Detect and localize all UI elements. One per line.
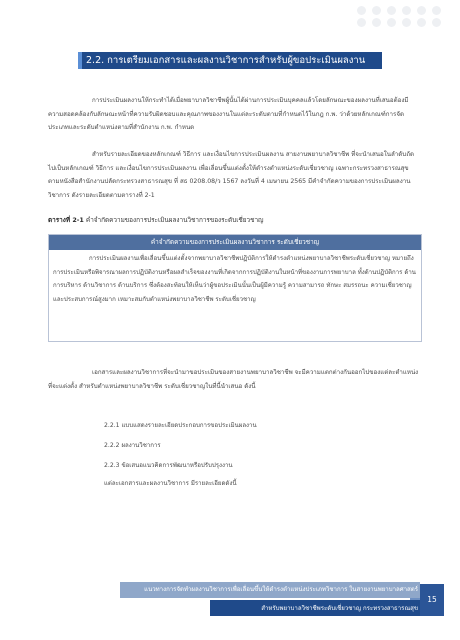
table-caption (48, 214, 263, 226)
table-caption-text: คำจำกัดความของการประเมินผลงานวิชาการของระดับเชี่ยวชาญ (85, 216, 264, 224)
footer-subtitle: สำหรับพยาบาลวิชาชีพระดับเชี่ยวชาญ กระทรวงสาธารณสุข (261, 605, 418, 612)
dot-icon (402, 6, 411, 15)
dot-icon (372, 6, 381, 15)
dot-icon (417, 18, 426, 27)
dot-icon (372, 18, 381, 27)
section-title: 2.2. การเตรียมเอกสารและผลงานวิชาการสำหรับผู้ขอประเมินผลงาน (86, 55, 366, 66)
paragraph-intro: การประเมินผลงานให้กระทำได้เมื่อพยาบาลวิชาชีพผู้นั้นได้ผ่านการประเมินบุคคลแล้วโดยลักษณะของผลงานที่เสนอต้องมีความสอดคล้องกับลักษณะหน้าที่ความรับผิดชอบและคุณภาพของงานในแต่ละระดับตามที่กำหนดไว้ในกฎ ก.พ. ว่าด้วยหลักเกณฑ์การจัดประเภทและระดับตำแหน่งตามที่สำนักงาน ก.พ. กำหนด (48, 97, 409, 131)
list-item: 2.2.2 ผลงานวิชาการ (104, 442, 161, 449)
decorative-dots (357, 6, 444, 27)
definition-table-body: การประเมินผลงานเพื่อเลื่อนขึ้นแต่งตั้งจากพยาบาลวิชาชีพปฏิบัติการให้ดำรงตำแหน่งพยาบาลวิชาชีพระดับเชี่ยวชาญ หมายถึง การประเมินหรือพิจารณาผลการปฏิบัติงานหรือผลสำเร็จของงานที่เกิดจากการปฏิบัติงานในหน้าที่ของงานการพยาบาล ทั้งด้านปฏิบัติการ ด้านการบริหาร ด้านวิชาการ ด้านบริการ ซึ่งต้องสะท้อนให้เห็นว่าผู้ขอประเมินนั้นเป็นผู้มีความรู้ ความสามารถ ทักษะ สมรรถนะ ความเชี่ยวชาญและประสบการณ์สูงมาก เหมาะสมกับตำแหน่งพยาบาลวิชาชีพ ระดับเชี่ยวชาญ (53, 255, 416, 303)
dot-icon (357, 18, 366, 27)
dot-icon (387, 6, 396, 15)
dot-icon (432, 6, 441, 15)
list-item: 2.2.1 แบบแสดงรายละเอียดประกอบการขอประเมินผลงาน (104, 422, 257, 429)
table-label: ตารางที่ 2-1 (48, 216, 84, 224)
list-item: 2.2.3 ข้อเสนอแนวคิดการพัฒนาหรือปรับปรุงงาน (104, 462, 233, 469)
page-number: 15 (427, 595, 437, 604)
dot-icon (387, 18, 396, 27)
paragraph-documents: เอกสารและผลงานวิชาการที่จะนำมาขอประเมินของสายงานพยาบาลวิชาชีพ จะมีความแตกต่างกันออกไปของแต่ละตำแหน่งที่จะแต่งตั้ง สำหรับตำแหน่งพยาบาลวิชาชีพ ระดับเชี่ยวชาญในที่นี้นำเสนอ ดังนี้ (48, 369, 419, 390)
paragraph-criteria: สำหรับรายละเอียดของหลักเกณฑ์ วิธีการ และเงื่อนไขการประเมินผลงาน สายงานพยาบาลวิชาชีพ ที่จะนำเสนอในลำดับถัดไปเป็นหลักเกณฑ์ วิธีการ และเงื่อนไขการประเมินผลงาน เพื่อเลื่อนขึ้นแต่งตั้งให้ดำรงตำแหน่งระดับเชี่ยวชาญ เฉพาะกระทรวงสาธารณสุข ตามหนังสือสำนักงานปลัดกระทรวงสาธารณสุข ที่ สธ 0208.08/ว 1567 ลงวันที่ 4 เมษายน 2565 มีคำจำกัดความของการประเมินผลงานวิชาการ ดังรายละเอียดตามตารางที่ 2-1 (48, 151, 414, 199)
dot-icon (357, 6, 366, 15)
definition-table (48, 234, 422, 342)
list-item: แต่ละเอกสารและผลงานวิชาการ มีรายละเอียดดังนี้ (104, 480, 237, 487)
dot-icon (417, 6, 426, 15)
dot-icon (402, 18, 411, 27)
definition-table-header: คำจำกัดความของการประเมินผลงานวิชาการ ระดับเชี่ยวชาญ (150, 238, 320, 246)
footer-title: แนวทางการจัดทำผลงานวิชาการเพื่อเลื่อนขึ้นให้ดำรงตำแหน่งประเภทวิชาการ ในสายงานพยาบาลศาสตร์ (144, 586, 418, 593)
dot-icon (432, 18, 441, 27)
